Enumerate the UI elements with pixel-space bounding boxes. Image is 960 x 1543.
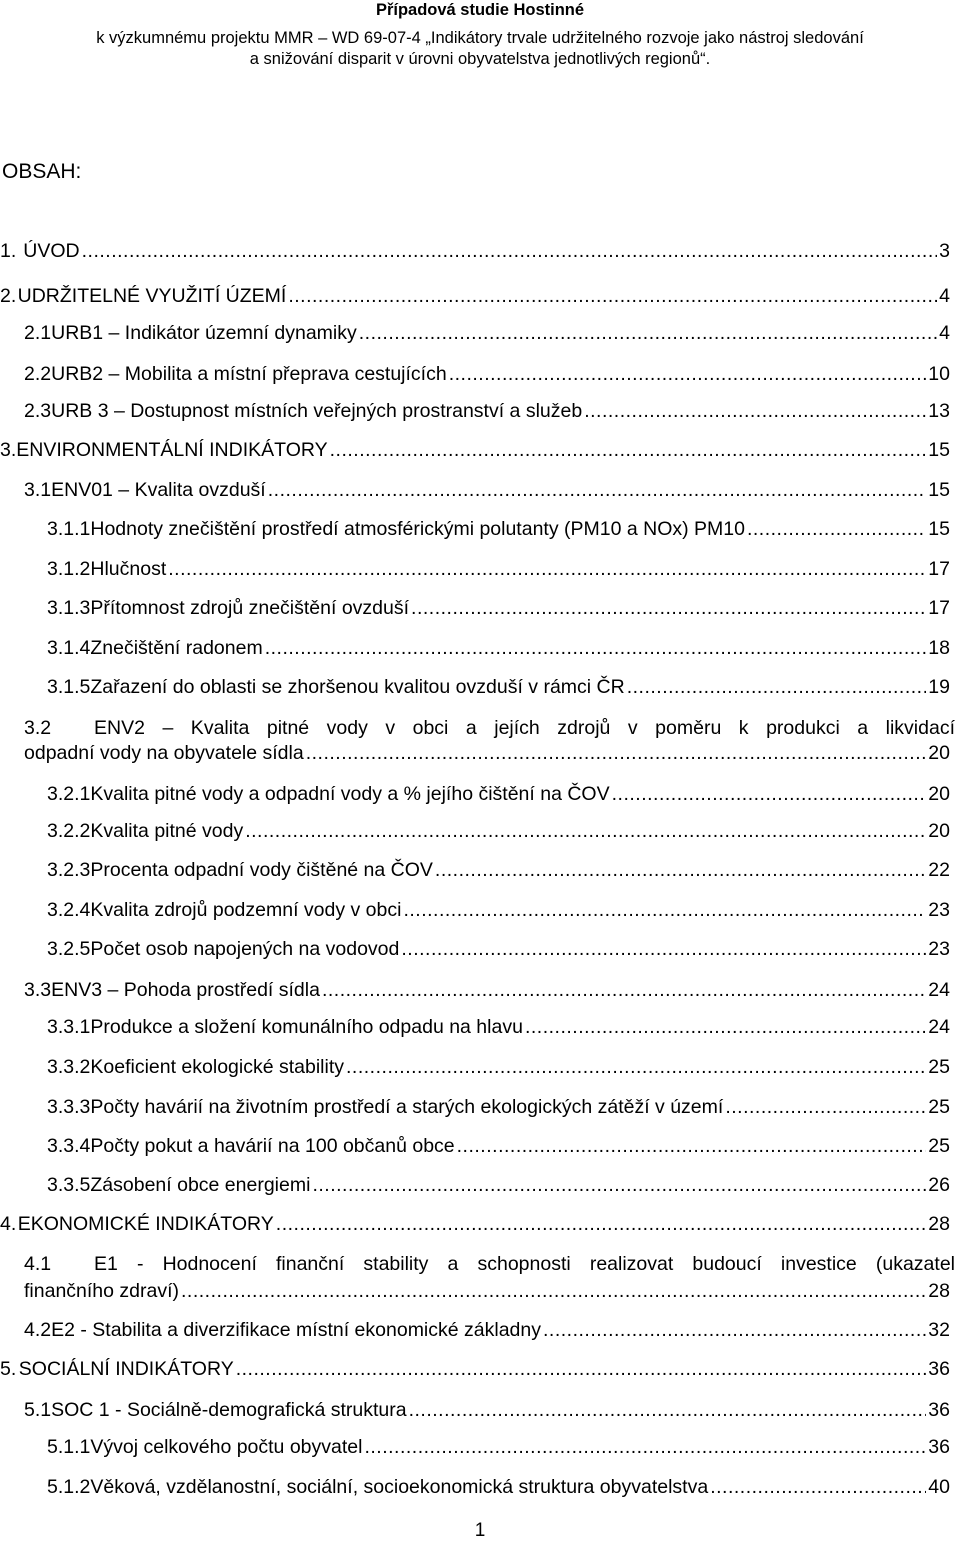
toc-entry-title: ENV2 – Kvalita pitné vody v obci a jejích zdrojů v poměru k produkci a likvidací: [94, 717, 955, 739]
toc-leader-dots: [330, 437, 927, 463]
toc-leader-dots: [627, 674, 927, 700]
toc-entry-title: ENV01 – Kvalita ovzduší: [51, 479, 266, 501]
toc-entry-title: Zásobení obce energiemi: [90, 1174, 311, 1196]
toc-entry-number: 4.1: [24, 1253, 52, 1275]
toc-leader-dots: [364, 1434, 926, 1460]
toc-entry-title: Procenta odpadní vody čištěné na ČOV: [90, 859, 433, 881]
document-subtitle-line2: a snižování disparit v úrovni obyvatelstva jednotlivých regionů“.: [249, 50, 711, 68]
toc-entry-title: SOC 1 - Sociálně-demografická struktura: [51, 1399, 407, 1421]
toc-entry-title: Zařazení do oblasti se zhoršenou kvalitou ovzduší v rámci ČR: [90, 676, 625, 698]
toc-entry-number: 3.2: [24, 717, 52, 739]
toc-entry-page: 24: [928, 979, 950, 1001]
toc-entry-page: 25: [928, 1096, 950, 1118]
toc-entry-3[interactable]: [0, 437, 950, 463]
toc-entry-2-3[interactable]: [24, 398, 950, 424]
toc-leader-dots: [401, 936, 926, 962]
toc-entry-title: Kvalita pitné vody a odpadní vody a % jejího čištění na ČOV: [90, 783, 610, 805]
toc-entry-3-1[interactable]: [24, 477, 950, 503]
toc-leader-dots: [306, 740, 927, 766]
toc-entry-page: 22: [928, 859, 950, 881]
toc-entry-page: 13: [928, 400, 950, 422]
toc-leader-dots: [288, 283, 937, 309]
toc-leader-dots: [435, 857, 926, 883]
toc-leader-dots: [584, 398, 926, 424]
toc-entry-number: 3.1.1: [47, 518, 91, 540]
toc-leader-dots: [449, 361, 927, 387]
toc-entry-page: 20: [928, 820, 950, 842]
toc-entry-page: 36: [928, 1358, 950, 1380]
toc-entry-number: 3.1.2: [47, 558, 91, 580]
toc-leader-dots: [181, 1278, 926, 1304]
toc-entry-page: 4: [939, 322, 950, 344]
toc-entry-number: 3.3.2: [47, 1056, 91, 1078]
toc-entry-number: 4.2: [24, 1319, 52, 1341]
toc-leader-dots: [268, 477, 927, 503]
toc-entry-page: 15: [928, 479, 950, 501]
toc-entry-title: Kvalita zdrojů podzemní vody v obci: [90, 899, 402, 921]
toc-entry-number: 3.2.5: [47, 938, 91, 960]
toc-entry-3-3-3[interactable]: [47, 1094, 950, 1120]
toc-entry-title: EKONOMICKÉ INDIKÁTORY: [17, 1213, 274, 1235]
toc-entry-number: 1.: [0, 240, 17, 262]
toc-entry-number: 5.1.1: [47, 1436, 91, 1458]
toc-entry-number: 3.3.3: [47, 1096, 91, 1118]
toc-entry-5-1-1[interactable]: [47, 1434, 950, 1460]
toc-leader-dots: [411, 595, 926, 621]
toc-leader-dots: [245, 818, 926, 844]
toc-leader-dots: [457, 1133, 927, 1159]
toc-entry-title: E1 - Hodnocení finanční stability a schopnosti realizovat budoucí investice (ukazatel: [94, 1253, 955, 1275]
toc-leader-dots: [322, 977, 926, 1003]
toc-leader-dots: [82, 238, 938, 264]
toc-entry-number: 3.3.4: [47, 1135, 91, 1157]
toc-entry-page: 23: [928, 938, 950, 960]
toc-entry-number: 2.3: [24, 400, 52, 422]
toc-entry-3-2-3[interactable]: [47, 857, 950, 883]
toc-entry-page: 24: [928, 1016, 950, 1038]
toc-leader-dots: [359, 320, 937, 346]
toc-entry-page: 36: [928, 1436, 950, 1458]
toc-entry-page: 17: [928, 597, 950, 619]
toc-entry-title: URB1 – Indikátor územní dynamiky: [51, 322, 357, 344]
toc-entry-3-2-line2[interactable]: [24, 740, 950, 766]
toc-entry-number: 2.: [0, 285, 17, 307]
toc-leader-dots: [612, 781, 927, 807]
toc-entry-title: Počty pokut a havárií na 100 občanů obce: [90, 1135, 455, 1157]
toc-entry-3-3-5[interactable]: [47, 1172, 950, 1198]
toc-entry-title: ENVIRONMENTÁLNÍ INDIKÁTORY: [16, 439, 328, 461]
toc-entry-page: 25: [928, 1135, 950, 1157]
toc-entry-2-2[interactable]: [24, 361, 950, 387]
toc-entry-number: 3.3: [24, 979, 52, 1001]
toc-entry-page: 4: [939, 285, 950, 307]
toc-entry-3-3[interactable]: [24, 977, 950, 1003]
toc-entry-number: 5.1.2: [47, 1476, 91, 1498]
toc-leader-dots: [346, 1054, 926, 1080]
toc-entry-title: Vývoj celkového počtu obyvatel: [90, 1436, 363, 1458]
toc-entry-4[interactable]: [0, 1211, 950, 1237]
toc-entry-number: 3.2.3: [47, 859, 91, 881]
toc-entry-number: 3.1.3: [47, 597, 91, 619]
toc-entry-number: 3.2.2: [47, 820, 91, 842]
toc-entry-4-2[interactable]: [24, 1317, 950, 1343]
toc-leader-dots: [747, 516, 926, 542]
toc-heading: OBSAH:: [2, 160, 82, 183]
toc-entry-3-1-4[interactable]: [47, 635, 950, 661]
toc-entry-title: ENV3 – Pohoda prostředí sídla: [51, 979, 320, 1001]
toc-entry-title: URB2 – Mobilita a místní přeprava cestujících: [51, 363, 447, 385]
toc-entry-3-1-1[interactable]: [47, 516, 950, 542]
toc-entry-3-2-2[interactable]: [47, 818, 950, 844]
toc-entry-page: 15: [928, 518, 950, 540]
toc-entry-title: SOCIÁLNÍ INDIKÁTORY: [18, 1358, 234, 1380]
toc-leader-dots: [525, 1014, 926, 1040]
toc-leader-dots: [725, 1094, 926, 1120]
toc-entry-title: ÚVOD: [23, 240, 80, 262]
toc-entry-page: 15: [928, 439, 950, 461]
toc-entry-5[interactable]: [0, 1356, 950, 1382]
toc-entry-number: 5.: [0, 1358, 17, 1380]
toc-entry-page: 25: [928, 1056, 950, 1078]
toc-entry-3-3-1[interactable]: [47, 1014, 950, 1040]
toc-entry-page: 18: [928, 637, 950, 659]
toc-entry-4-1-line2[interactable]: [24, 1278, 950, 1304]
toc-entry-title: Hodnoty znečištění prostředí atmosférickými polutanty (PM10 a NOx) PM10: [90, 518, 745, 540]
toc-entry-title: E2 - Stabilita a diverzifikace místní ekonomické základny: [51, 1319, 541, 1341]
toc-leader-dots: [409, 1397, 927, 1423]
toc-entry-title: Produkce a složení komunálního odpadu na hlavu: [90, 1016, 523, 1038]
toc-entry-5-1-2[interactable]: [47, 1474, 950, 1500]
toc-entry-page: 3: [939, 240, 950, 262]
toc-entry-title: Věková, vzdělanostní, sociální, socioekonomická struktura obyvatelstva: [90, 1476, 709, 1498]
toc-entry-page: 28: [928, 1280, 950, 1302]
toc-entry-3-2-5[interactable]: [47, 936, 950, 962]
toc-entry-2[interactable]: [0, 283, 950, 309]
toc-entry-number: 4.: [0, 1213, 17, 1235]
toc-entry-title-continued: finančního zdraví): [24, 1280, 180, 1302]
toc-entry-page: 36: [928, 1399, 950, 1421]
toc-entry-number: 3.2.4: [47, 899, 91, 921]
toc-entry-3-3-2[interactable]: [47, 1054, 950, 1080]
page-number: 1: [474, 1520, 486, 1541]
toc-entry-3-3-4[interactable]: [47, 1133, 950, 1159]
toc-leader-dots: [403, 897, 926, 923]
toc-entry-title: Koeficient ekologické stability: [90, 1056, 345, 1078]
toc-entry-3-2-line1[interactable]: [24, 715, 955, 741]
toc-entry-page: 26: [928, 1174, 950, 1196]
toc-entry-number: 3.1.5: [47, 676, 91, 698]
toc-leader-dots: [265, 635, 927, 661]
toc-entry-title: Hlučnost: [90, 558, 167, 580]
toc-entry-3-1-2[interactable]: [47, 556, 950, 582]
toc-entry-3-2-1[interactable]: [47, 781, 950, 807]
toc-entry-1[interactable]: [0, 238, 950, 264]
document-title: Případová studie Hostinné: [375, 1, 585, 19]
toc-entry-3-1-5[interactable]: [47, 674, 950, 700]
toc-leader-dots: [543, 1317, 926, 1343]
toc-entry-5-1[interactable]: [24, 1397, 950, 1423]
toc-entry-page: 23: [928, 899, 950, 921]
toc-entry-title: UDRŽITELNÉ VYUŽITÍ ÚZEMÍ: [17, 285, 287, 307]
toc-entry-page: 20: [928, 742, 950, 764]
toc-entry-2-1[interactable]: [24, 320, 950, 346]
toc-entry-number: 3.: [0, 439, 17, 461]
toc-entry-number: 2.2: [24, 363, 52, 385]
toc-entry-title-continued: odpadní vody na obyvatele sídla: [24, 742, 304, 764]
document-subtitle-line1: k výzkumnému projektu MMR – WD 69-07-4 „Indikátory trvale udržitelného rozvoje jako nástroj sledování: [96, 29, 864, 47]
toc-entry-title: Kvalita pitné vody: [90, 820, 244, 842]
toc-entry-number: 2.1: [24, 322, 52, 344]
toc-entry-page: 40: [928, 1476, 950, 1498]
toc-entry-number: 3.3.5: [47, 1174, 91, 1196]
toc-leader-dots: [168, 556, 926, 582]
toc-entry-number: 3.2.1: [47, 783, 91, 805]
toc-entry-3-1-3[interactable]: [47, 595, 950, 621]
toc-entry-title: Počty havárií na životním prostředí a starých ekologických zátěží v území: [90, 1096, 724, 1118]
toc-entry-page: 10: [928, 363, 950, 385]
toc-leader-dots: [710, 1474, 926, 1500]
toc-entry-page: 28: [928, 1213, 950, 1235]
toc-entry-number: 3.3.1: [47, 1016, 91, 1038]
toc-entry-number: 3.1: [24, 479, 52, 501]
toc-entry-title: Přítomnost zdrojů znečištění ovzduší: [90, 597, 410, 619]
toc-entry-page: 20: [928, 783, 950, 805]
toc-entry-number: 5.1: [24, 1399, 52, 1421]
toc-entry-title: Počet osob napojených na vodovod: [90, 938, 400, 960]
toc-entry-page: 17: [928, 558, 950, 580]
toc-entry-title: URB 3 – Dostupnost místních veřejných prostranství a služeb: [51, 400, 583, 422]
toc-entry-title: Znečištění radonem: [90, 637, 263, 659]
toc-leader-dots: [276, 1211, 927, 1237]
toc-entry-4-1-line1[interactable]: [24, 1251, 955, 1277]
toc-entry-page: 32: [928, 1319, 950, 1341]
toc-entry-3-2-4[interactable]: [47, 897, 950, 923]
toc-entry-page: 19: [928, 676, 950, 698]
toc-leader-dots: [312, 1172, 926, 1198]
toc-entry-number: 3.1.4: [47, 637, 91, 659]
toc-leader-dots: [236, 1356, 927, 1382]
